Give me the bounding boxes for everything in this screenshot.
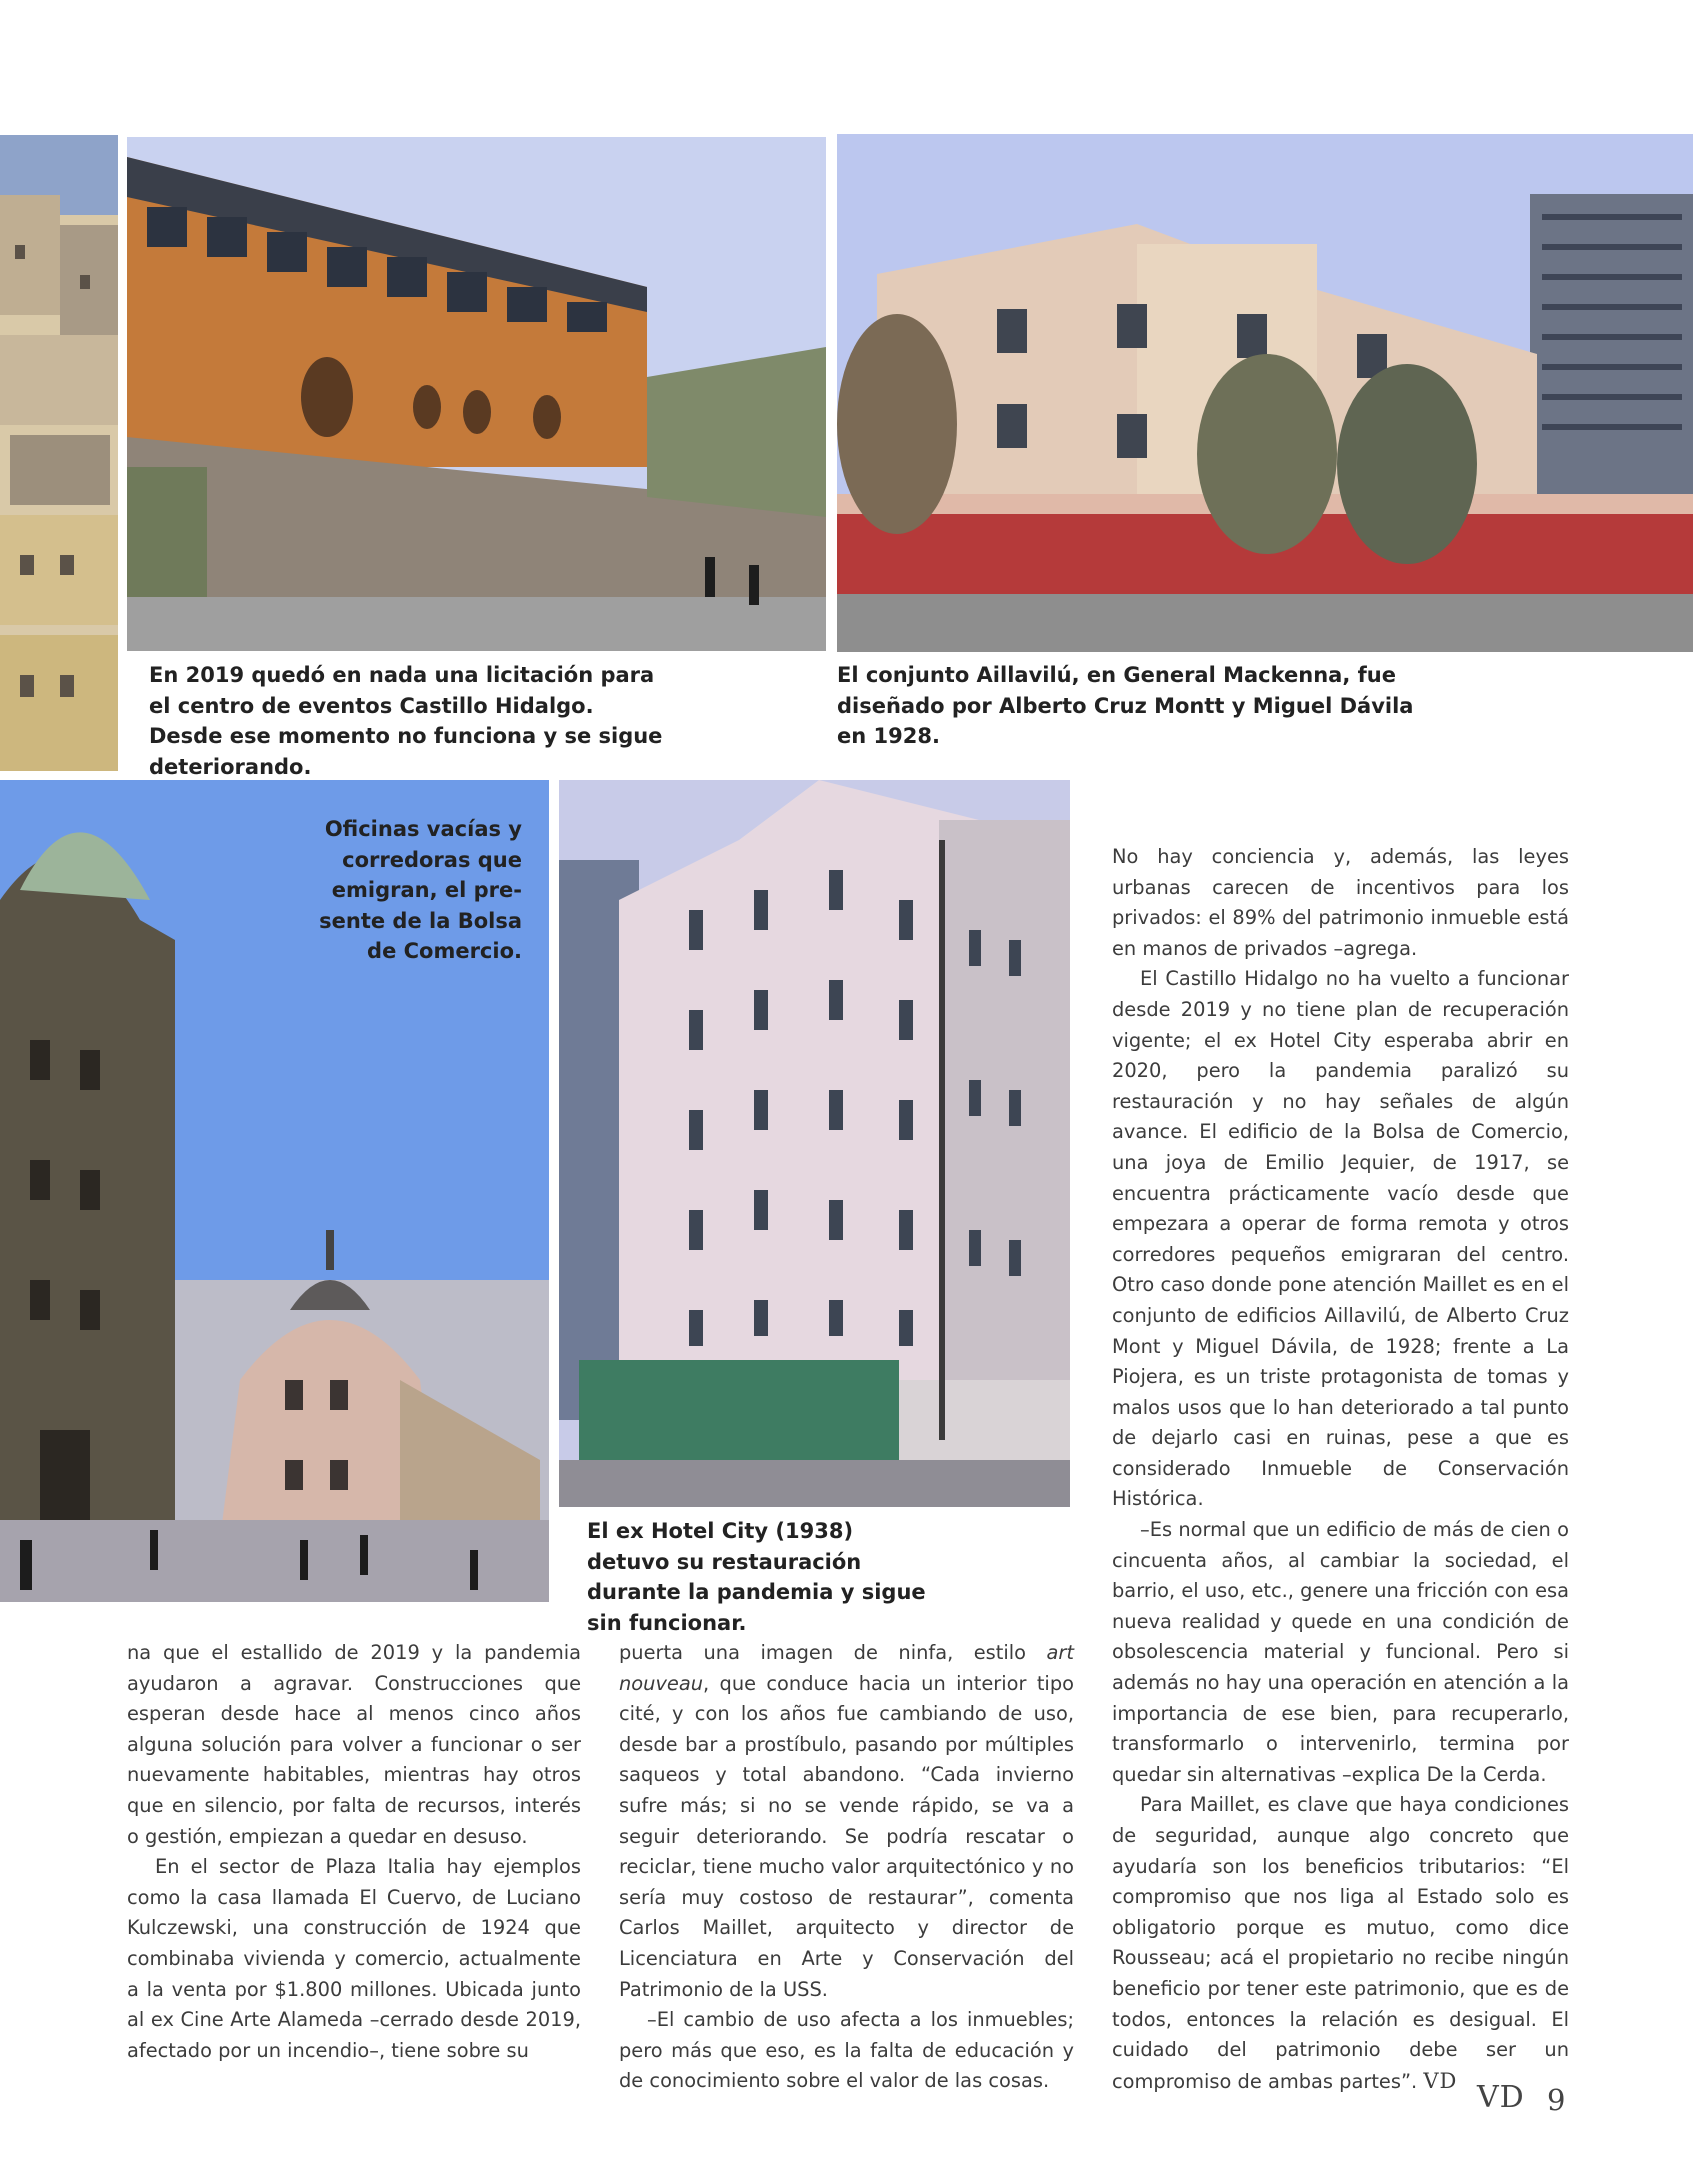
caption-bolsa-line: corredoras que [342,847,522,872]
page-number: 9 [1547,2083,1566,2117]
article-column-right [1112,842,1569,2097]
paragraph-italic: art nouveau [619,1641,1074,1695]
caption-bolsa-de-comercio [300,814,522,967]
paragraph: En el sector de Plaza Italia hay ejemplos como la casa llamada El Cuervo, de Luciano Kulczewski, una construcción de 1924 que combinaba vivienda y comercio, actualmente a la venta por $1.800 millones. Ubicada junto al ex Cine Arte Alameda –cerrado desde 2019, afectado por un incendio–, tiene sobre su [127,1855,581,2062]
paragraph: na que el estallido de 2019 y la pandemia ayudaron a agravar. Construcciones que esperan desde hace al menos cinco años alguna solución para volver a funcionar o ser nuevamente habitables, mientras hay otros que en silencio, por falta de recursos, interés o gestión, empiezan a quedar en desuso. [127,1641,581,1848]
photo-aillavilu [837,134,1693,652]
paragraph [1112,1790,1569,2097]
caption-bolsa-line: sente de la Bolsa [319,908,522,933]
caption-bolsa-line: Oficinas vacías y [324,817,522,841]
paragraph: El Castillo Hidalgo no ha vuelto a funcionar desde 2019 y no tiene plan de recuperación vigente; el ex Hotel City esperaba abrir en 2020, pero la pandemia paralizó su restauración y no hay señales de algún avance. El edificio de la Bolsa de Comercio, una joya de Emilio Jequier, de 1917, se encuentra prácticamente vacío desde que empezara a operar de forma remota y otros corredores pequeños emigraran del centro. Otro caso donde pone atención Maillet es en el conjunto de edificios Aillavilú, de Alberto Cruz Mont y Miguel Dávila, de 1928; frente a La Piojera, es un triste protagonista de tomas y malos usos que lo han deteriorado a tal punto de dejarlo casi en ruinas, pese a que es considerado Inmueble de Conservación Histórica. [1112,967,1569,1511]
paragraph: –El cambio de uso afecta a los inmuebles; pero más que eso, es la falta de educación y de conocimiento sobre el valor de las cosas. [619,2008,1074,2093]
paragraph: No hay conciencia y, además, las leyes urbanas carecen de incentivos para los privados: el 89% del patrimonio inmueble está en manos de privados –agrega. [1112,845,1569,960]
paragraph: –Es normal que un edificio de más de cien o cincuenta años, al cambiar la sociedad, el barrio, el uso, etc., genere una fricción con esa nueva realidad y quede en una condición de obsolescencia material y funcional. Pero si además no hay una operación en atención a la importancia de ese bien, para recuperarlo, transformarlo o intervenirlo, termina por quedar sin alternativas –explica De la Cerda. [1112,1518,1569,1786]
caption-bolsa-line: de Comercio. [367,939,522,963]
article-column-middle [619,1638,1074,2097]
photo-hotel-city [559,780,1070,1507]
photo-city-strip [0,135,118,771]
caption-bolsa-line: emigran, el pre- [331,878,522,902]
caption-hotel-city: El ex Hotel City (1938) detuvo su restauración durante la pandemia y sigue sin funcionar. [587,1519,926,1635]
paragraph-text: , que conduce hacia un interior tipo cité, y con los años fue cambiando de uso, desde bar a prostíbulo, pasando por múltiples saqueos y total abandono. “Cada invierno sufre más; si no se vende rápido, se va a seguir deteriorando. Se podría rescatar o reciclar, tiene mucho valor arquitectónico y no sería muy costoso de restaurar”, comenta Carlos Maillet, arquitecto y director de Licenciatura en Arte y Conservación del Patrimonio de la USS. [619,1671,1074,2001]
caption-castillo-hidalgo: En 2019 quedó en nada una licitación para el centro de eventos Castillo Hidalgo. Desde ese momento no funciona y se sigue deteriorando. [149,663,663,779]
paragraph [619,1638,1074,2005]
caption-aillavilu: El conjunto Aillavilú, en General Mackenna, fue diseñado por Alberto Cruz Montt y Miguel Dávila en 1928. [837,663,1414,748]
article-column-left [127,1638,581,2066]
paragraph-text: Para Maillet, es clave que haya condiciones de seguridad, aunque algo concreto que ayudaría son los beneficios tributarios: “El compromiso que nos liga al Estado solo es obligatorio porque es mutuo, como dice Rousseau; acá el propietario no recibe ningún beneficio por tener este patrimonio, que es de todos, entonces la relación es desigual. El cuidado del patrimonio debe ser un compromiso de ambas partes”. [1112,1793,1569,2093]
end-mark: VD [1423,2068,1458,2093]
paragraph-text: puerta una imagen de ninfa, estilo [619,1641,1047,1664]
photo-castillo-hidalgo [127,137,826,651]
footer-brand: VD [1477,2080,1525,2115]
